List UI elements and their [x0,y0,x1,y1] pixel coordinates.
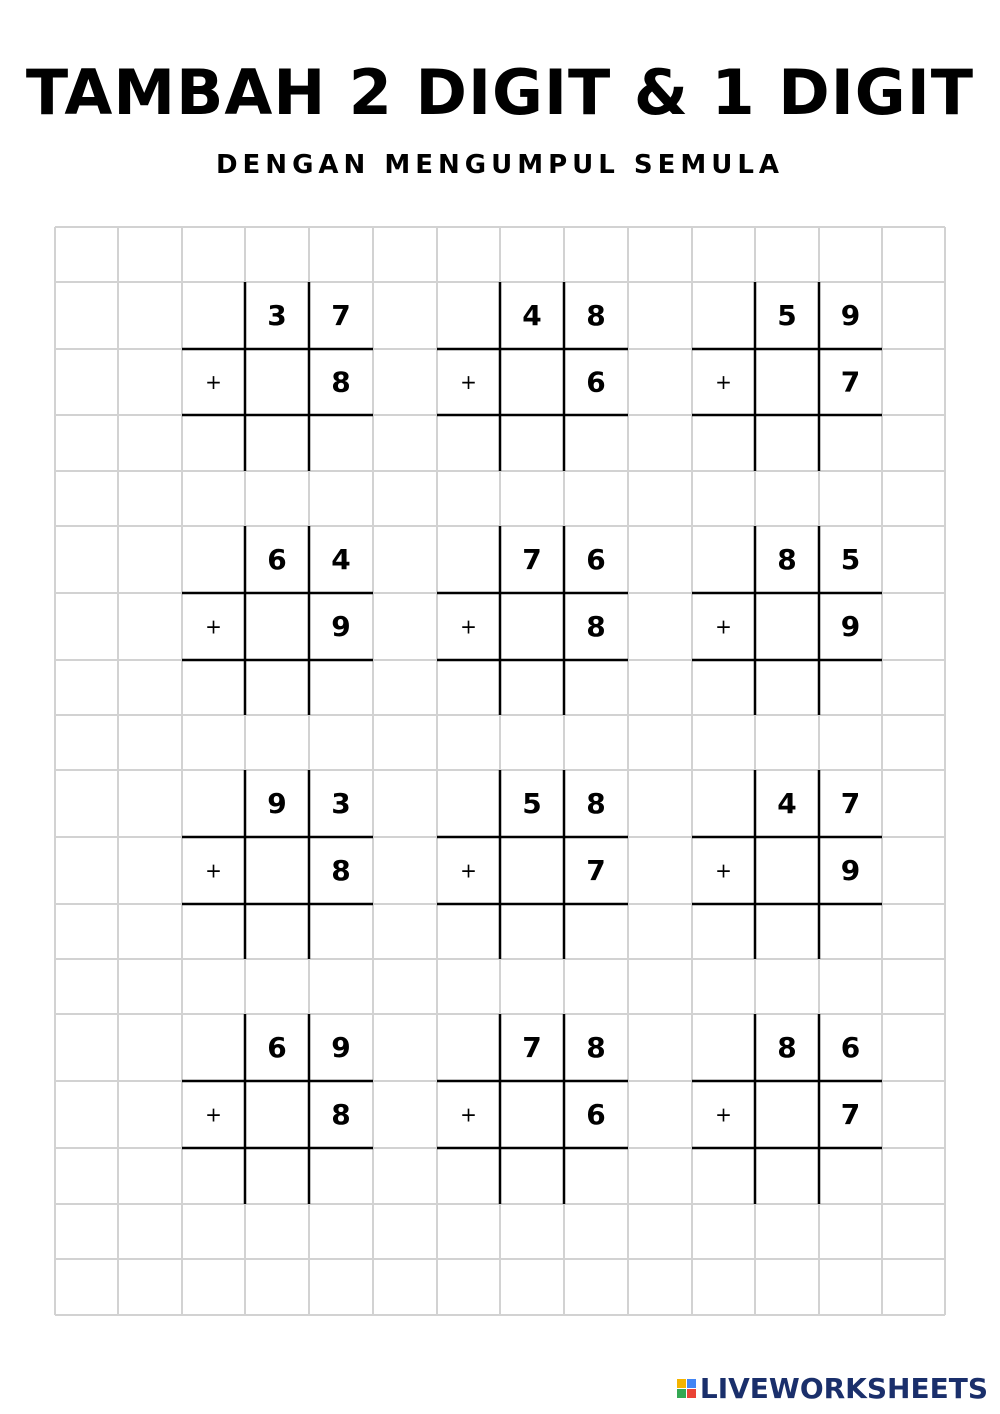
plus-sign: + [205,1102,222,1127]
problem-ones-digit: 8 [586,1031,606,1064]
problem-ones-digit: 8 [586,299,606,332]
plus-sign: + [715,614,732,639]
plus-sign: + [715,1102,732,1127]
problem-ones-digit: 7 [840,787,861,820]
problem-tens-digit: 6 [267,1031,287,1064]
problem-addend-digit: 8 [331,365,351,399]
problem-ones-digit: 4 [331,543,351,576]
footer-brand [677,1372,988,1405]
problem-addend-digit: 7 [586,854,606,887]
plus-sign: + [460,1102,477,1127]
plus-sign: + [205,370,222,394]
problem-tens-digit: 9 [267,787,287,820]
problem-tens-digit: 8 [777,543,797,576]
problem-addend-digit: 9 [331,610,351,643]
problem-ones-digit: 3 [331,787,351,820]
page-subtitle: DENGAN MENGUMPUL SEMULA [215,150,785,180]
problem-addend-digit: 6 [586,1098,606,1131]
problem-addend-digit: 6 [586,365,606,399]
problem-ones-digit: 8 [586,787,606,820]
problem-addend-digit: 7 [840,365,861,399]
problem-tens-digit: 6 [267,543,287,576]
problem-addend-digit: 8 [586,610,606,643]
problem-ones-digit: 9 [840,299,861,332]
problem-tens-digit: 5 [522,787,542,820]
problem-tens-digit: 5 [777,299,797,332]
logo-square-3 [677,1389,686,1398]
plus-sign: + [460,370,477,394]
footer-brand-text: LIVEWORKSHEETS [699,1372,988,1405]
problem-tens-digit: 4 [777,787,797,820]
problem-tens-digit: 3 [267,299,287,332]
problem-ones-digit: 5 [840,543,861,576]
plus-sign: + [715,858,732,883]
problem-addend-digit: 8 [331,1098,351,1131]
plus-sign: + [205,858,222,883]
problem-tens-digit: 7 [522,543,542,576]
problem-tens-digit: 4 [522,299,542,332]
problem-tens-digit: 8 [777,1031,797,1064]
plus-sign: + [715,370,732,394]
logo-square-4 [687,1389,696,1398]
plus-sign: + [205,614,222,639]
plus-sign: + [460,614,477,639]
problem-tens-digit: 7 [522,1031,542,1064]
logo-square-2 [687,1379,696,1388]
page-title: TAMBAH 2 DIGIT & 1 DIGIT [25,56,975,129]
problem-ones-digit: 7 [331,299,351,332]
problem-ones-digit: 9 [331,1031,351,1064]
plus-sign: + [460,858,477,883]
problem-addend-digit: 9 [840,854,861,887]
logo-square-1 [677,1379,686,1388]
problem-ones-digit: 6 [586,543,606,576]
problem-addend-digit: 7 [840,1098,861,1131]
problem-ones-digit: 6 [840,1031,861,1064]
problem-addend-digit: 9 [840,610,861,643]
problem-addend-digit: 8 [331,854,351,887]
liveworksheets-logo-icon [677,1379,696,1398]
